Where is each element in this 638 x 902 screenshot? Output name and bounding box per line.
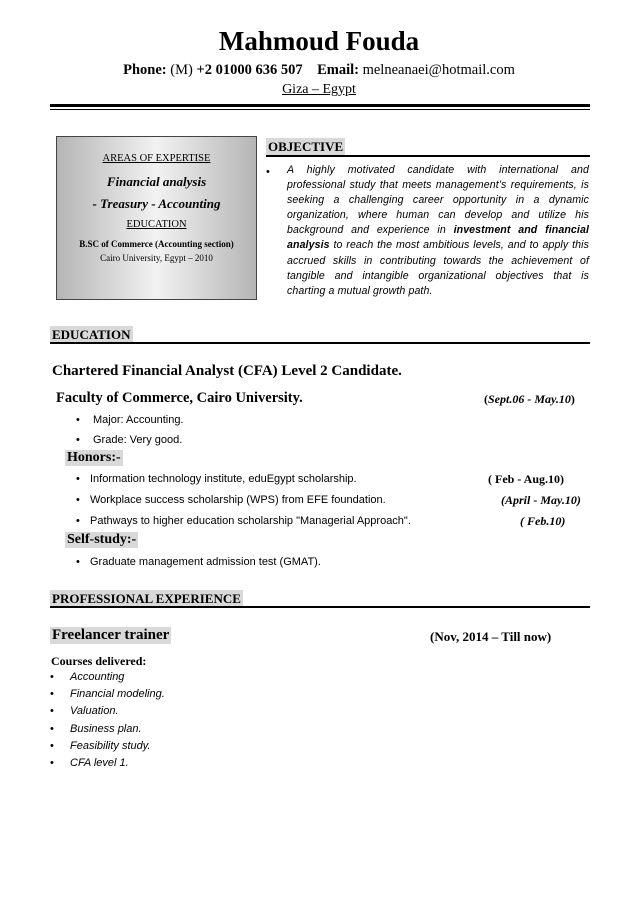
honor-item: Workplace success scholarship (WPS) from EFE foundation. xyxy=(90,494,386,506)
phone-type: (M) xyxy=(170,62,193,78)
course-text: Feasibility study. xyxy=(70,739,151,752)
cfa-line: Chartered Financial Analyst (CFA) Level 2 Candidate. xyxy=(52,363,402,379)
location: Giza – Egypt xyxy=(282,82,356,97)
honor-date: (April - May.10) xyxy=(501,493,581,507)
grade-bullet: • xyxy=(76,434,80,446)
education-rule xyxy=(50,342,590,344)
expertise-university: Cairo University, Egypt – 2010 xyxy=(100,253,213,263)
education-heading: EDUCATION xyxy=(52,327,131,342)
expertise-line-1: Financial analysis xyxy=(106,174,207,189)
expertise-title: AREAS OF EXPERTISE xyxy=(102,153,211,164)
objective-heading: OBJECTIVE xyxy=(268,139,344,154)
honor-item: Information technology institute, eduEgypt scholarship. xyxy=(90,473,357,485)
expertise-degree: B.SC of Commerce (Accounting section) xyxy=(79,239,234,249)
expertise-education-title: EDUCATION xyxy=(126,219,187,230)
faculty-date-value: Sept.06 - May.10 xyxy=(488,392,571,406)
honor-date: ( Feb.10) xyxy=(520,514,566,528)
self-study-heading: Self-study:- xyxy=(67,532,137,547)
phone-number: +2 01000 636 507 xyxy=(196,62,303,78)
header-rule-thin xyxy=(50,109,590,110)
faculty-date-open: ( xyxy=(484,392,488,406)
objective-text-bold: investment and financial analysis xyxy=(287,224,589,252)
course-bullet: • xyxy=(50,739,54,752)
honor-date: ( Feb - Aug.10) xyxy=(488,472,564,486)
faculty-date xyxy=(484,392,575,407)
objective-bullet: • xyxy=(266,166,270,178)
objective-rule xyxy=(266,155,590,157)
expertise-box xyxy=(56,136,257,300)
course-text: CFA level 1. xyxy=(70,756,129,769)
course-text: Financial modeling. xyxy=(70,688,165,701)
objective-text-part-1: A highly motivated candidate with international and professional study that meets management’s requirements, is seeking a challenging career opportunity in a dynamic organization, where human can develop and utilize his background and experience in xyxy=(287,164,589,237)
honor-item: Pathways to higher education scholarship "Managerial Approach". xyxy=(90,515,411,527)
major-bullet: • xyxy=(76,414,80,426)
honor-bullet: • xyxy=(76,473,80,485)
expertise-line-2: - Treasury - Accounting xyxy=(92,196,221,211)
course-bullet: • xyxy=(50,671,54,683)
course-text: Accounting xyxy=(70,671,125,683)
course-text: Valuation. xyxy=(70,705,119,718)
faculty-line: Faculty of Commerce, Cairo University. xyxy=(56,390,303,406)
email-label: Email: xyxy=(317,62,359,78)
objective-text xyxy=(287,163,589,299)
course-bullet: • xyxy=(50,688,54,701)
objective-text-part-2: to reach the most ambitious levels, and to apply this accrued skills in contributing towards the achievement of tangible and intangible organizational objectives that is charting a mutual growth path. xyxy=(287,239,589,297)
course-text: Business plan. xyxy=(70,722,142,735)
candidate-name: Mahmoud Fouda xyxy=(218,26,420,56)
grade-item: Grade: Very good. xyxy=(93,434,183,446)
job-date: (Nov, 2014 – Till now) xyxy=(430,629,552,644)
job-title: Freelancer trainer xyxy=(52,627,170,643)
contact-line xyxy=(0,62,638,79)
faculty-date-close: ) xyxy=(570,392,575,406)
course-bullet: • xyxy=(50,756,54,769)
major-item: Major: Accounting. xyxy=(93,414,184,426)
phone-label: Phone: xyxy=(123,62,167,78)
courses-label: Courses delivered: xyxy=(51,654,147,668)
course-bullet: • xyxy=(50,705,54,718)
honor-bullet: • xyxy=(76,515,80,527)
self-study-item: Graduate management admission test (GMAT). xyxy=(90,556,321,568)
experience-heading: PROFESSIONAL EXPERIENCE xyxy=(52,591,241,606)
honor-bullet: • xyxy=(76,494,80,506)
honors-heading: Honors:- xyxy=(67,450,121,465)
self-study-bullet: • xyxy=(76,556,80,568)
header-rule-thick xyxy=(50,104,590,107)
experience-rule xyxy=(50,606,590,608)
course-bullet: • xyxy=(50,722,54,735)
email-address: melneanaei@hotmail.com xyxy=(362,62,515,78)
